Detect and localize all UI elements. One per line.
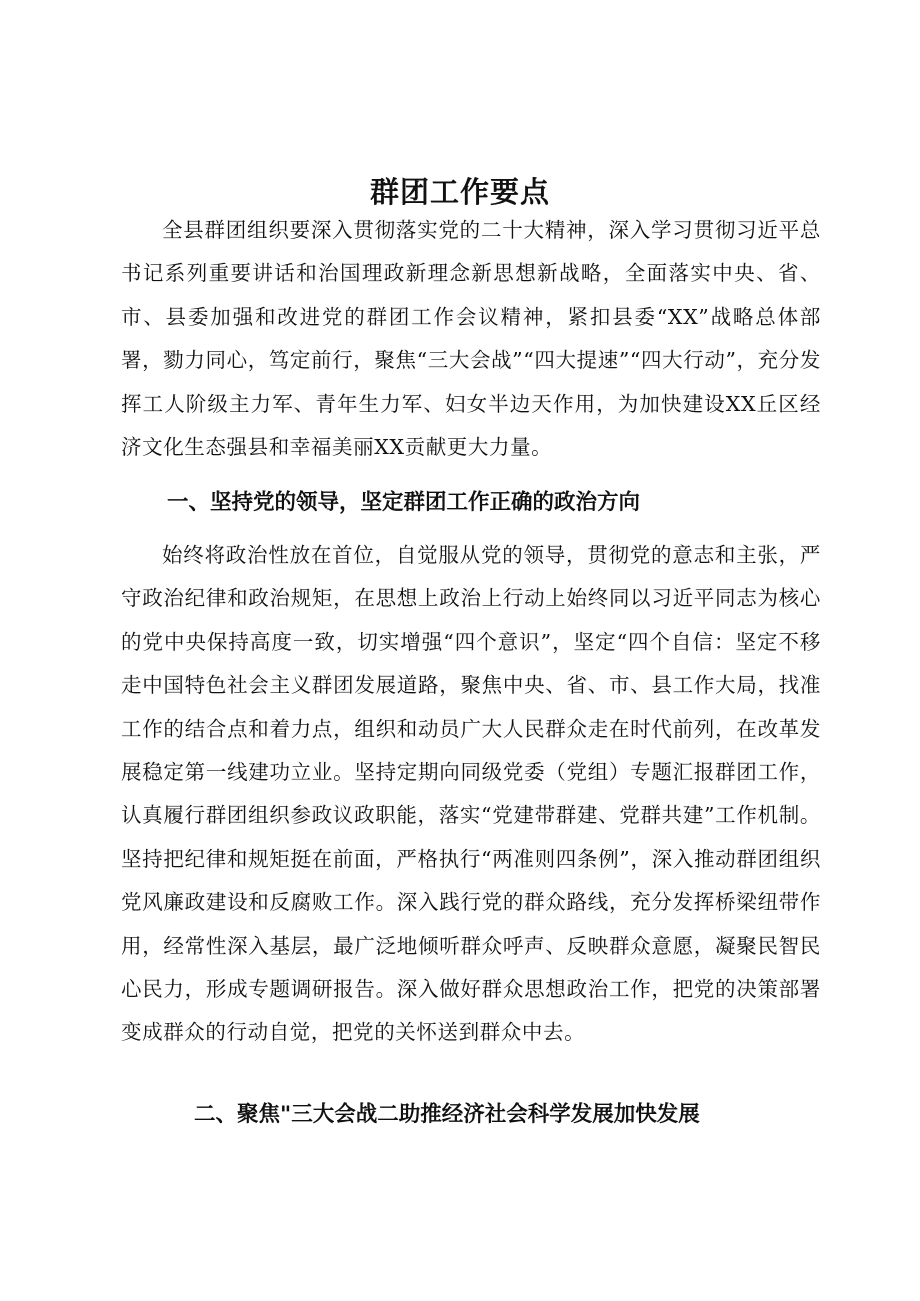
section-1-paragraph: 始终将政治性放在首位，自觉服从党的领导，贯彻党的意志和主张，严守政治纪律和政治规矩，在思想上政治上行动上始终同以习近平同志为核心的党中央保持高度一致，切实增强“四个意识”，坚定“四个自信：坚定不移走中国特色社会主义群团发展道路，聚焦中央、省、市、县工作大局，找准工作的结合点和着力点，组织和动员广大人民群众走在时代前列，在改革发展稳定第一线建功立业。坚持定期向同级党委（党组）专题汇报群团工作，认真履行群团组织参政议政职能，落实“党建带群建、党群共建”工作机制。坚持把纪律和规矩挺在前面，严格执行“两准则四条例”，深入推动群团组织党风廉政建设和反腐败工作。深入践行党的群众路线，充分发挥桥梁纽带作用，经常性深入基层，最广泛地倾听群众呼声、反映群众意愿，凝聚民智民心民力，形成专题调研报告。深入做好群众思想政治工作，把党的决策部署变成群众的行动自觉，把党的关怀送到群众中去。 — [121, 543, 821, 1045]
section-1-heading: 一、坚持党的领导，坚定群团工作正确的政治方向 — [167, 490, 641, 515]
document-title: 群团工作要点 — [369, 175, 550, 209]
section-2-heading: 二、聚焦"三大会战二助推经济社会科学发展加快发展 — [194, 1102, 700, 1127]
intro-paragraph: 全县群团组织要深入贯彻落实党的二十大精神，深入学习贯彻习近平总书记系列重要讲话和治国理政新理念新思想新战略，全面落实中央、省、市、县委加强和改进党的群团工作会议精神，紧扣县委“XX”战略总体部署，勠力同心，笃定前行，聚焦“三大会战”“四大提速”“四大行动”，充分发挥工人阶级主力军、青年生力军、妇女半边天作用，为加快建设XX丘区经济文化生态强县和幸福美丽XX贡献更大力量。 — [121, 218, 821, 460]
